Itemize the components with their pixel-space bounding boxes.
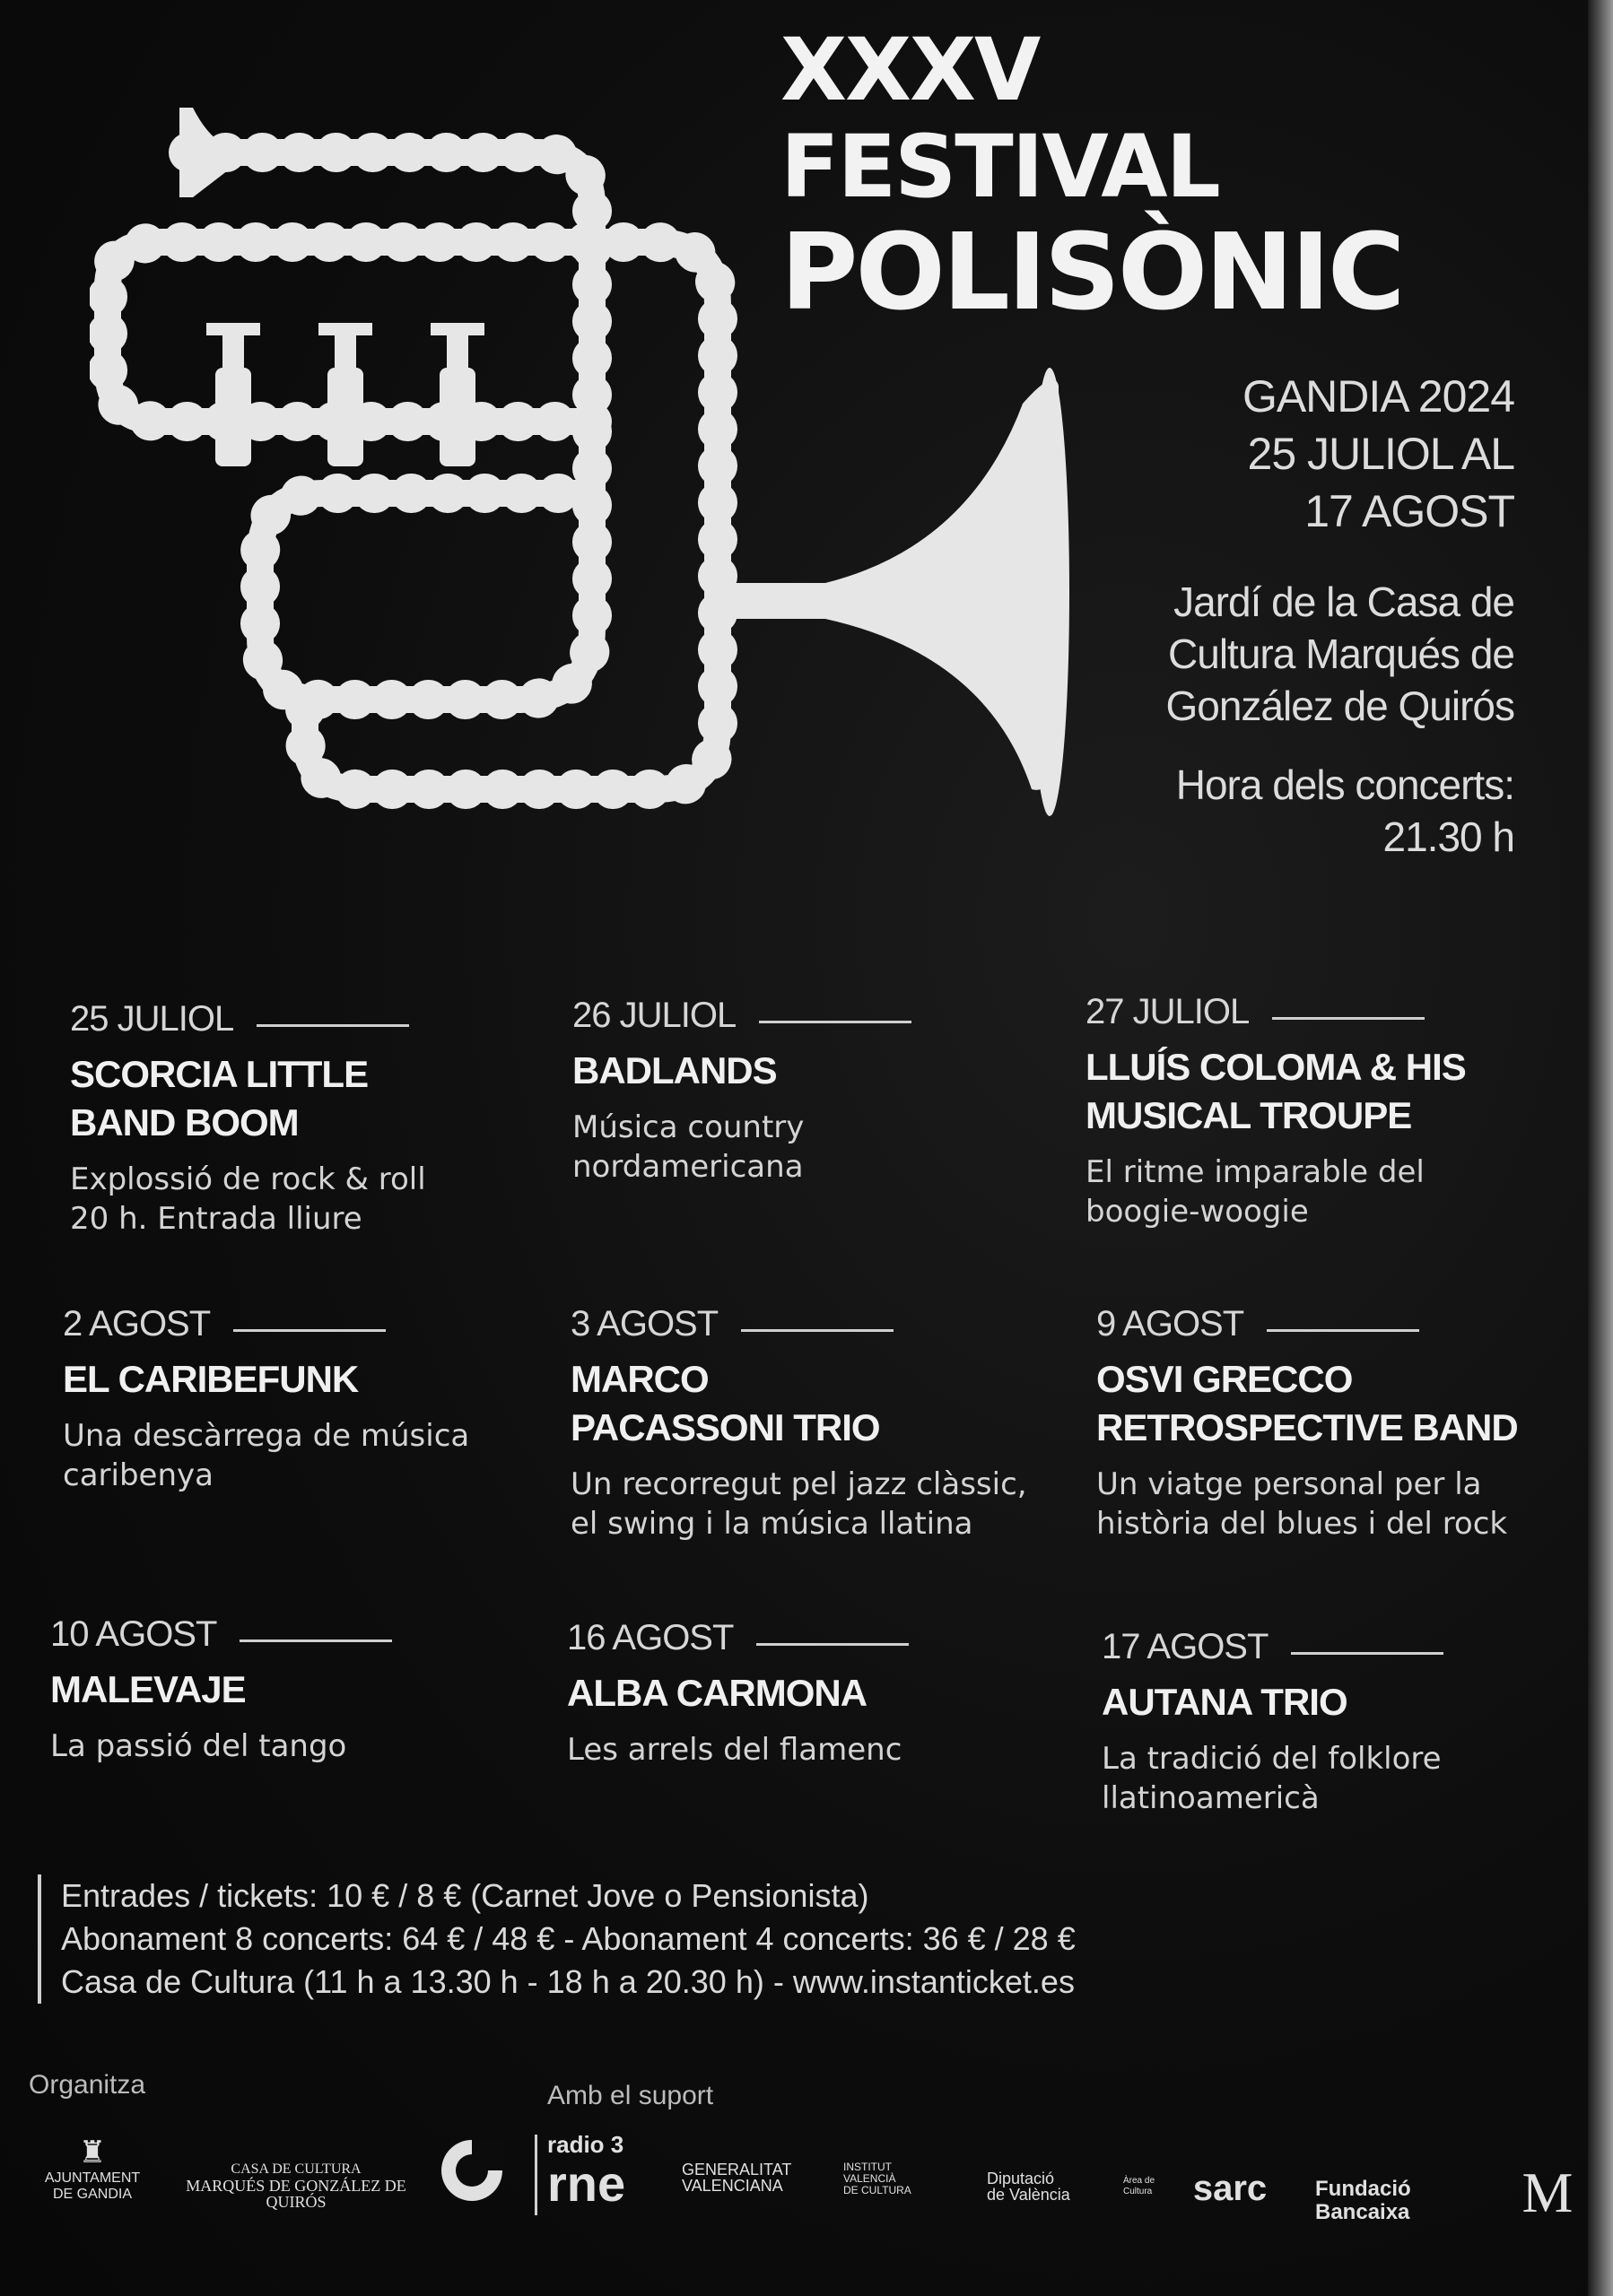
event-card xyxy=(70,999,572,1239)
sarc-logo: sarc xyxy=(1192,2169,1268,2208)
divider xyxy=(1267,1329,1419,1332)
divider xyxy=(741,1329,894,1332)
price-line: Abonament 8 concerts: 64 € / 48 € - Abonament 4 concerts: 36 € / 28 € xyxy=(61,1920,1076,1957)
event-date: 25 JULIOL xyxy=(70,999,234,1039)
cultura-circle-logo xyxy=(438,2126,510,2215)
divider xyxy=(759,1021,911,1023)
diputacio-logo: Diputació de València xyxy=(987,2170,1070,2204)
dates-line: GANDIA 2024 xyxy=(1242,371,1514,422)
events-grid xyxy=(0,992,1613,1848)
m-logo: M xyxy=(1521,2161,1574,2224)
event-description: La passió del tango xyxy=(50,1728,347,1764)
event-description: Música country nordamericana xyxy=(572,1109,805,1185)
event-name: AUTANA TRIO xyxy=(1102,1681,1347,1723)
event-description: Una descàrrega de música caribenya xyxy=(63,1418,470,1493)
festival-info xyxy=(886,368,1514,863)
hour-line: Hora dels concerts: xyxy=(1175,761,1514,808)
crest-icon: ♜ xyxy=(78,2135,107,2170)
event-card xyxy=(63,1304,565,1495)
event-date: 10 AGOST xyxy=(50,1614,217,1654)
ajuntament-logo: ♜ AJUNTAMENT DE GANDIA xyxy=(34,2135,151,2203)
event-card xyxy=(1086,992,1588,1231)
event-card xyxy=(1096,1304,1581,1544)
event-description: El ritme imparable del boogie-woogie xyxy=(1086,1154,1425,1230)
generalitat-logo: GENERALITAT VALENCIANA xyxy=(682,2161,792,2195)
venue-line: González de Quirós xyxy=(1165,683,1514,729)
circle-logo-icon xyxy=(438,2126,510,2215)
suport-label: Amb el suport xyxy=(547,2081,714,2110)
event-date: 9 AGOST xyxy=(1096,1304,1244,1344)
event-name: LLUÍS COLOMA & HIS MUSICAL TROUPE xyxy=(1086,1046,1466,1136)
hour-line: 21.30 h xyxy=(1382,813,1514,860)
event-card xyxy=(50,1614,553,1766)
event-date: 2 AGOST xyxy=(63,1304,211,1344)
area-cultura-logo: Àrea de Cultura xyxy=(1123,2176,1155,2196)
casa-cultura-logo: CASA DE CULTURA MARQUÉS DE GONZÁLEZ DE QUIRÓS xyxy=(186,2161,406,2211)
ticket-prices xyxy=(38,1874,1317,2004)
price-line: Casa de Cultura (11 h a 13.30 h - 18 h a 20.30 h) - www.instanticket.es xyxy=(61,1963,1075,2000)
event-name: MARCO PACASSONI TRIO xyxy=(571,1358,880,1448)
event-description: Un viatge personal per la història del blues i del rock xyxy=(1096,1466,1508,1542)
event-name: EL CARIBEFUNK xyxy=(63,1358,359,1400)
event-card xyxy=(567,1618,1069,1770)
event-description: Les arrels del flamenc xyxy=(567,1732,902,1768)
divider xyxy=(1272,1017,1425,1020)
event-name: SCORCIA LITTLE BAND BOOM xyxy=(70,1053,369,1144)
divider xyxy=(257,1024,409,1027)
radio3-logo: radio 3 rne xyxy=(547,2131,626,2212)
festival-dates xyxy=(886,368,1514,540)
divider xyxy=(240,1639,392,1642)
venue-line: Cultura Marqués de xyxy=(1168,631,1514,677)
price-line: Entrades / tickets: 10 € / 8 € (Carnet Jove o Pensionista) xyxy=(61,1877,869,1914)
event-date: 27 JULIOL xyxy=(1086,992,1250,1031)
event-date: 3 AGOST xyxy=(571,1304,719,1344)
event-card xyxy=(1102,1627,1604,1818)
title-edition: XXXV xyxy=(780,20,1040,120)
event-name: MALEVAJE xyxy=(50,1668,246,1710)
concert-hour xyxy=(886,759,1514,863)
fundacio-bancaixa-logo: Fundació Bancaixa xyxy=(1315,2177,1411,2224)
title-name: POLISÒNIC xyxy=(780,210,1403,334)
divider xyxy=(1291,1652,1443,1655)
event-description: La tradició del folklore llatinoamericà xyxy=(1102,1741,1442,1816)
event-date: 16 AGOST xyxy=(567,1618,734,1657)
event-name: ALBA CARMONA xyxy=(567,1672,868,1714)
dates-line: 17 AGOST xyxy=(1304,486,1514,536)
dates-line: 25 JULIOL AL xyxy=(1247,429,1514,479)
organitza-label: Organitza xyxy=(29,2070,146,2100)
divider xyxy=(535,2135,537,2215)
event-description: Un recorregut pel jazz clàssic, el swing i la música llatina xyxy=(571,1466,1027,1542)
divider xyxy=(233,1329,386,1332)
sponsors-footer xyxy=(0,2063,1613,2296)
event-name: OSVI GRECCO RETROSPECTIVE BAND xyxy=(1096,1358,1518,1448)
venue-line: Jardí de la Casa de xyxy=(1173,578,1514,625)
festival-title xyxy=(780,20,1588,334)
event-card xyxy=(571,1304,1073,1544)
event-description: Explossió de rock & roll 20 h. Entrada lliure xyxy=(70,1161,426,1237)
event-card xyxy=(572,996,1075,1187)
event-date: 26 JULIOL xyxy=(572,996,737,1035)
title-festival: FESTIVAL xyxy=(780,117,1219,217)
festival-venue xyxy=(886,576,1514,732)
event-date: 17 AGOST xyxy=(1102,1627,1269,1666)
institut-cultura-logo: INSTITUT VALENCIÀ DE CULTURA xyxy=(843,2161,911,2196)
divider xyxy=(756,1643,909,1646)
event-name: BADLANDS xyxy=(572,1049,777,1091)
